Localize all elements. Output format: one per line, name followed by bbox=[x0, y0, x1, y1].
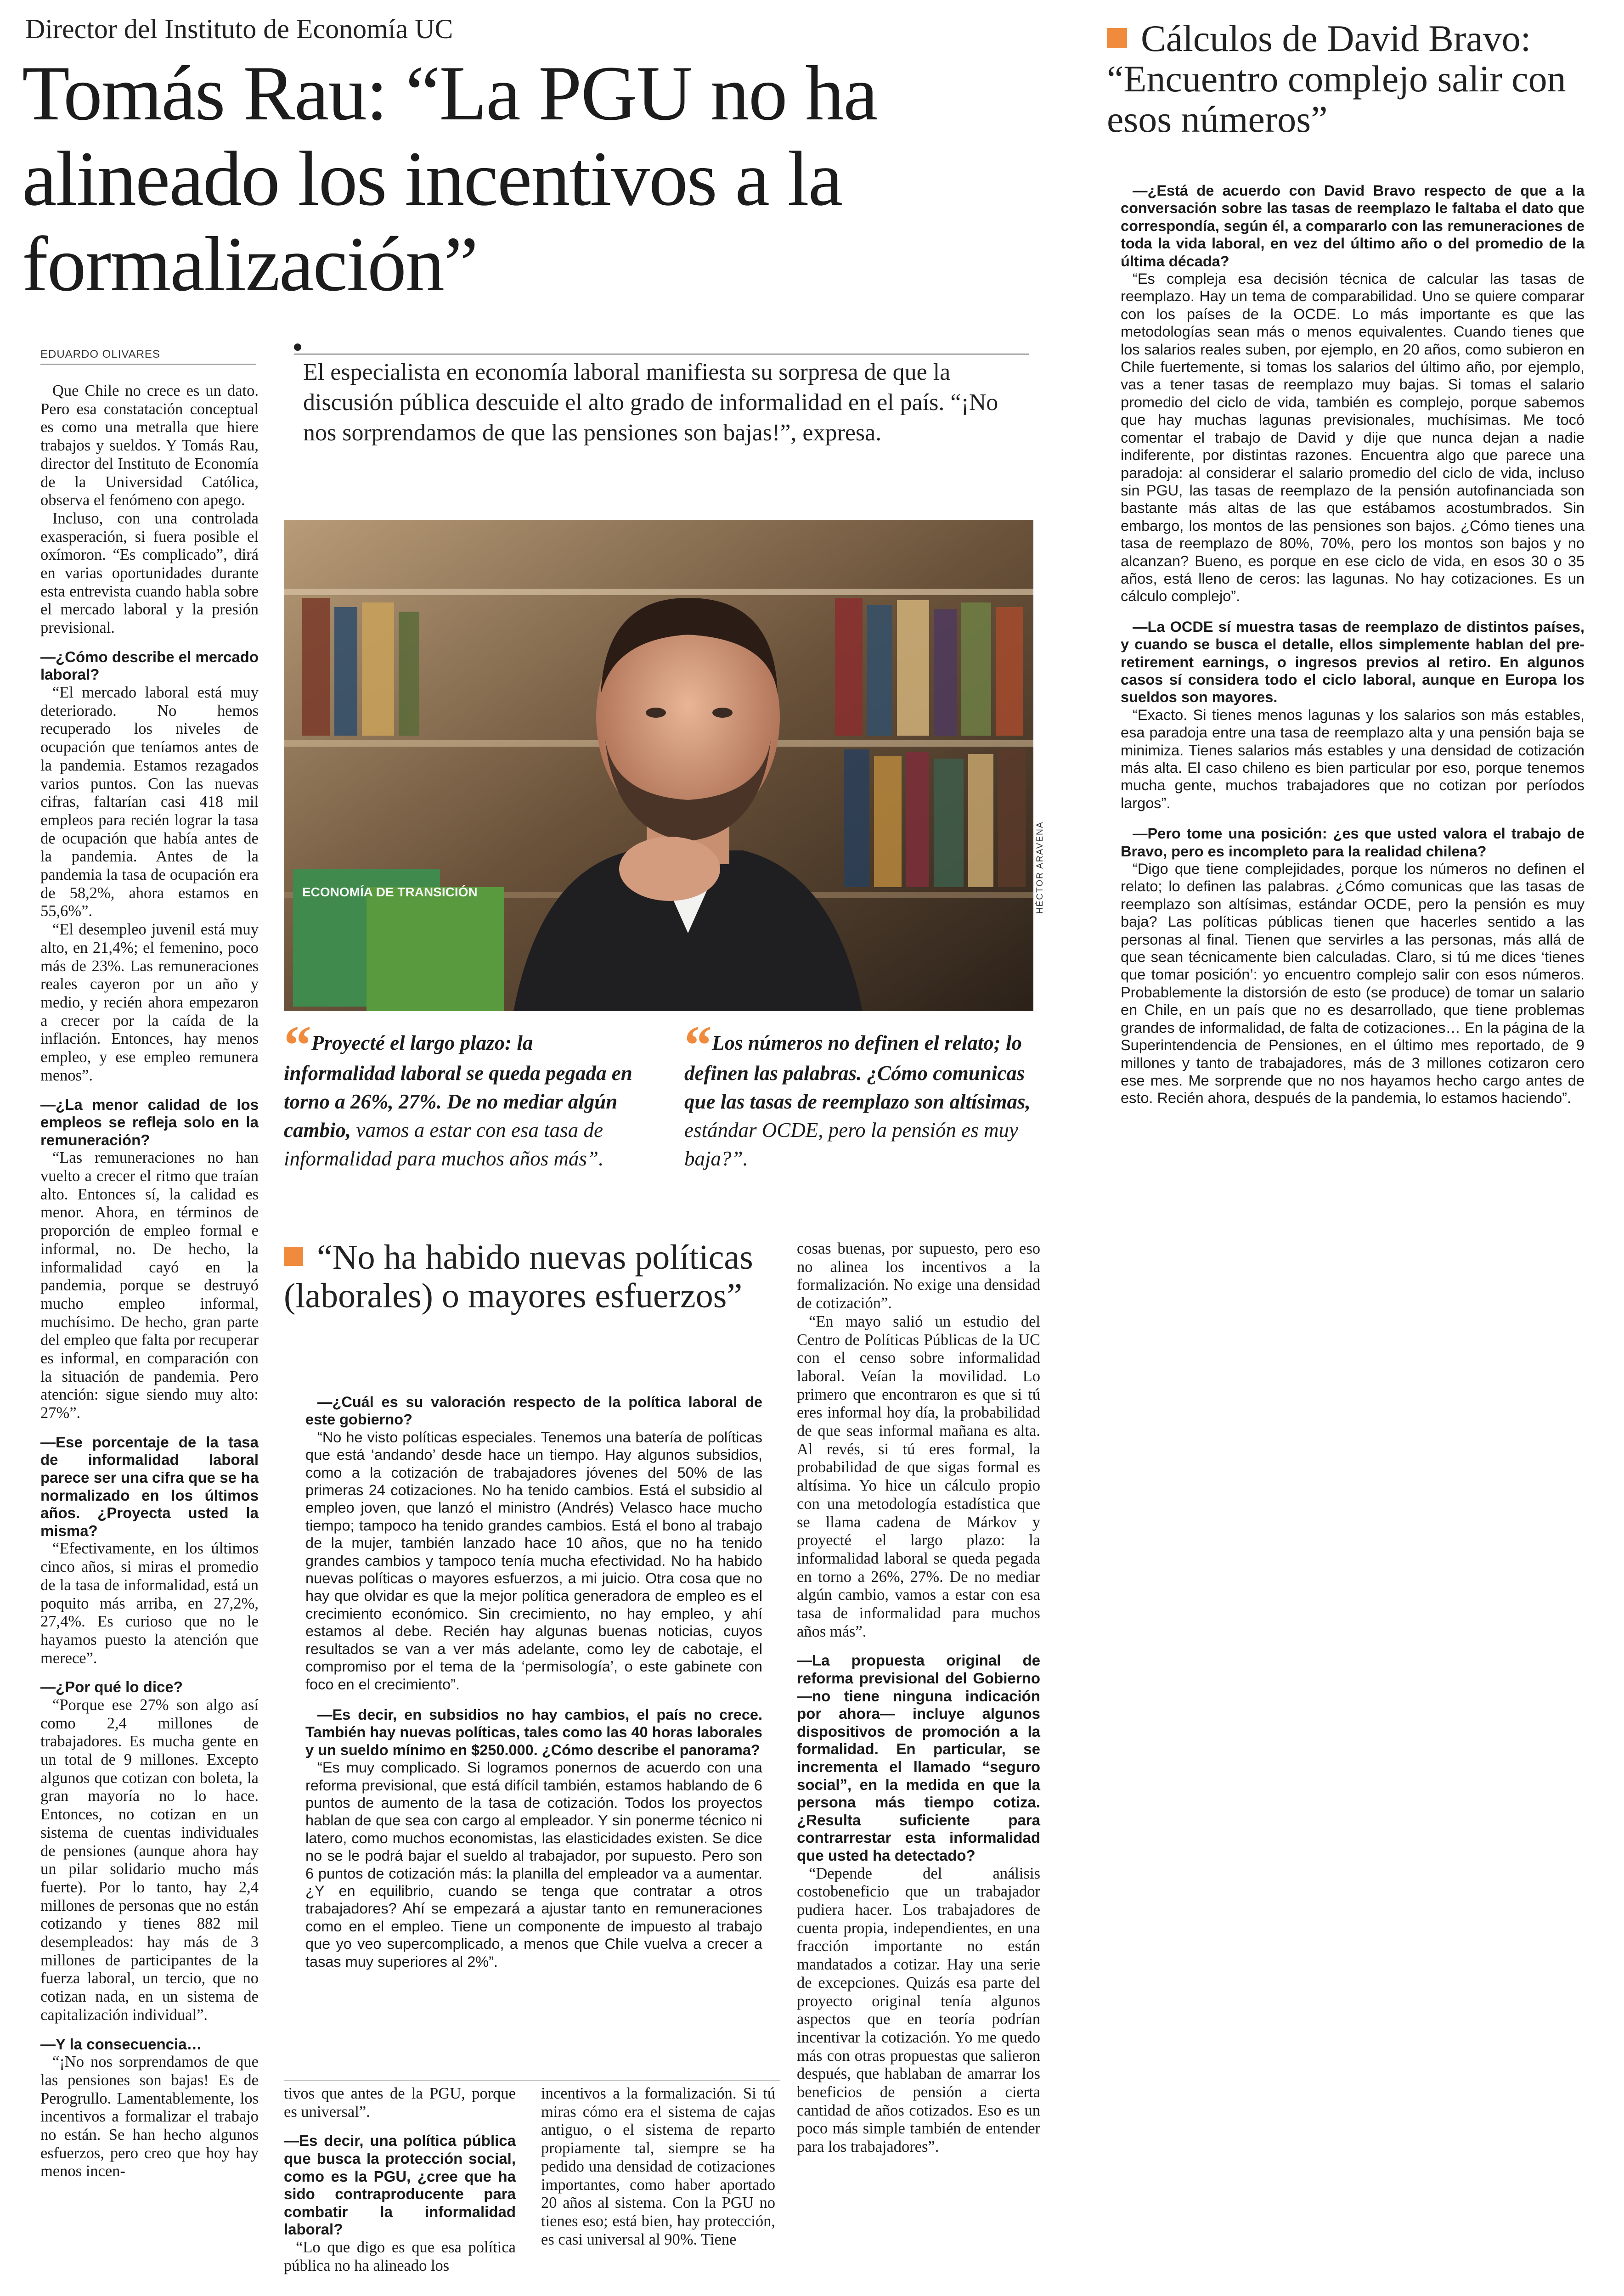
sidebar-column bbox=[1121, 169, 1585, 1107]
paragraph: “Es muy complicado. Si logramos ponernos de acuerdo con una reforma previsional, que está difícil también, estamos hablando de 6 puntos de aumento de la tasa de cotización. Todos los proyectos hablan de que sea con cargo al empleador. Y sin ponerme técnico ni latero, como muchos economistas, las elasticidades existen. Se dice no se le podrá bajar el sueldo al trabajador, por supuesto. Pero son 6 puntos de cotización más: la planilla del empleador va a aumentar. ¿Y en equilibrio, cuando se tenga que contratar a otros trabajadores? Ahí se empezará a ajustar tanto en remuneraciones como en el empleo. Tiene un componente de impuesto al trabajo que yo veo supercomplicado, a menos que Chile vuelva a crecer a tasas muy superiores al 2%”. bbox=[305, 1759, 762, 1970]
paragraph: “Las remuneraciones no han vuelto a crecer el ritmo que traían alto. Entonces sí, la calidad es menor. Ahora, en términos de proporción de empleo formal e informal, no. De hecho, la informalidad cayó en la pandemia, porque se destruyó mucho empleo informal, muchísimo. De hecho, gran parte del empleo que falta por recuperar es informal, en comparación con la situación de pandemia. Pero atención: sigue siendo muy alto: 27%”. bbox=[40, 1149, 259, 1422]
byline: EDUARDO OLIVARES bbox=[40, 348, 160, 360]
photo-credit: HÉCTOR ARAVENA bbox=[1035, 821, 1045, 914]
lede-rule bbox=[294, 354, 1029, 355]
paragraph: “En mayo salió un estudio del Centro de Políticas Públicas de la UC con el censo sobre informalidad laboral. Veían la movilidad. Lo primero que encontraron es que si tú eres informal hoy día, la probabilidad de que seas informal mañana es alta. Al revés, si tú eres formal, la probabilidad de que sigas formal es altísima. Yo hice un cálculo propio con una metodología estadística que se llama cadena de Márkov y proyecté el largo plazo: la informalidad laboral se queda pegada en torno a 26%, 27%. De no mediar algún cambio, vamos a estar con esa tasa de informalidad para muchos años más”. bbox=[797, 1312, 1040, 1640]
section2-column-b bbox=[284, 2085, 516, 2275]
headline: Tomás Rau: “La PGU no ha alineado los incentivos a la formalización” bbox=[22, 50, 877, 307]
paragraph: “Porque ese 27% son algo así como 2,4 millones de trabajadores. Es mucha gente en un total de 9 millones. Excepto algunos que cotizan con boleta, la gran mayoría no lo hace. Entonces, no cotizan en un sistema de cuentas individuales de pensiones (aunque ahora hay un pilar solidario mucho más fuerte). Por lo tanto, hay 2,4 millones de personas que no están cotizando y tienes 882 mil desempleados: hay más de 3 millones de participantes de la fuerza laboral, un tercio, que no cotizan nada, en un sistema de capitalización individual”. bbox=[40, 1696, 259, 2024]
pullquote-1-bold: Proyecté el largo plazo: la informalidad laboral se queda pegada en torno a 26%, 27%. De no mediar algún cambio, bbox=[284, 1031, 632, 1142]
paragraph: “El mercado laboral está muy deteriorado. No hemos recuperado los niveles de ocupación que teníamos antes de la pandemia. Estamos rezagados varios puntos. Con las nuevas cifras, faltarían casi 418 mil empleos para recién lograr la tasa de ocupación que había antes de la pandemia. Antes de la pandemia la tasa de ocupación era de 58,2%, ahora estamos en 55,6%”. bbox=[40, 684, 259, 920]
paragraph: “Efectivamente, en los últimos cinco años, si miras el promedio de la tasa de informalidad, está un poquito más arriba, en 27,2%, 27,4%. Es curioso que no le hayamos puesto la atención que merece”. bbox=[40, 1540, 259, 1667]
paragraph: tivos que antes de la PGU, porque es universal”. bbox=[284, 2085, 516, 2121]
kicker: Director del Instituto de Economía UC bbox=[25, 14, 453, 44]
portrait-illustration bbox=[284, 520, 1033, 1011]
pullquote-1 bbox=[284, 1014, 633, 1173]
interview-question: —¿Cuál es su valoración respecto de la política laboral de este gobierno? bbox=[305, 1394, 762, 1428]
interview-question: —Pero tome una posición: ¿es que usted valora el trabajo de Bravo, pero es incompleto para la realidad chilena? bbox=[1121, 825, 1585, 860]
lede: El especialista en economía laboral manifiesta su sorpresa de que la discusión pública descuide el alto grado de informalidad en el país. “¡No nos sorprendamos de que las pensiones son bajas!”, expresa. bbox=[303, 359, 998, 446]
sidebar-subhead-text: Cálculos de David Bravo: “Encuentro complejo salir con esos números” bbox=[1107, 17, 1566, 140]
interview-question: —Es decir, una política pública que busca la protección social, como es la PGU, ¿cree que ha sido contraproducente para combatir la informalidad laboral? bbox=[284, 2132, 516, 2238]
section2-column-c bbox=[541, 2085, 775, 2249]
pullquote-2-bold: Los números no definen el relato; lo definen las palabras. ¿Cómo comunicas que las tasas de reemplazo son altísimas, bbox=[684, 1031, 1031, 1113]
interview-question: —¿Cómo describe el mercado laboral? bbox=[40, 648, 259, 683]
square-bullet-icon bbox=[284, 1247, 303, 1266]
pullquote-2 bbox=[684, 1014, 1033, 1173]
section2-column-d bbox=[797, 1240, 1040, 2156]
interview-question: —¿Por qué lo dice? bbox=[40, 1678, 183, 1696]
paragraph: “El desempleo juvenil está muy alto, en 21,4%; el femenino, poco más de 23%. Las remuneraciones reales cayeron por un año y medio, y recién ahora empezaron a crecer por la caída de la inflación. Entonces, hay menos empleo, y ese empleo remunera menos”. bbox=[40, 921, 259, 1084]
paragraph: “Exacto. Si tienes menos lagunas y los salarios son más estables, esa paradoja entre una tasa de reemplazo alta y una pensión baja se minimiza. Tienes salarios más estables y una densidad de cotización más alta. El caso chileno es bien particular por eso, porque tenemos mucha gente, muchos trabajadores que no cotizan por períodos largos”. bbox=[1121, 706, 1585, 811]
sidebar-subhead bbox=[1107, 18, 1589, 140]
section2-column-a bbox=[305, 1380, 762, 1970]
paragraph: Incluso, con una controlada exasperación, si fuera posible el oxímoron. “Es complicado”, dirá en varias oportunidades durante esta entrevista cuando habla sobre el mercado laboral y la presión previsional. bbox=[40, 509, 259, 637]
interview-question: —Y la consecuencia… bbox=[40, 2035, 202, 2053]
paragraph: cosas buenas, por supuesto, pero eso no alinea los incentivos a la formalización. No exige una densidad de cotización”. bbox=[797, 1240, 1040, 1312]
quote-mark-icon: “ bbox=[684, 1014, 708, 1075]
interview-question: —¿Está de acuerdo con David Bravo respecto de que a la conversación sobre las tasas de reemplazo le faltaba el dato que correspondía, según él, a compararlo con las remuneraciones de toda la vida laboral, en vez del último año o del promedio de la última década? bbox=[1121, 182, 1585, 270]
byline-rule bbox=[40, 364, 256, 365]
paragraph: “Lo que digo es que esa política pública no ha alineado los bbox=[284, 2238, 516, 2274]
pullquote-1-text: vamos a estar con esa tasa de informalidad para muchos años más”. bbox=[284, 1119, 604, 1170]
section2-divider bbox=[284, 2080, 780, 2081]
paragraph: “Digo que tiene complejidades, porque los números no definen el relato; lo definen las palabras. ¿Cómo comunicas que las tasas de reemplazo son altísimas, estándar OCDE, pero la pensión es muy baja? Las políticas públicas tienen que hacerles sentido a las personas al final. Tienen que servirles a las personas, más allá de que sean técnicamente bien calculadas. Claro, si tú me dices ‘tienes que tomar posición’: yo encuentro complejo salir con esos números. Probablemente la distorsión de esto (se produce) de tomar un salario en Chile, en un país que no es desarrollado, que tiene problemas grandes de informalidad, de falta de cotizaciones… En la página de la Superintendencia de Pensiones, en el último mes reportado, de 9 millones y tanto de trabajadores, más de 3 millones cotizaron cero ese mes. Me sorprende que no nos hayamos hecho cargo antes de esto. Recién ahora, después de la pandemia, lo estamos haciendo”. bbox=[1121, 861, 1585, 1107]
paragraph: “Es compleja esa decisión técnica de calcular las tasas de reemplazo. Hay un tema de comparabilidad. Uno se quiere comparar con los países de la OCDE. Lo más importante es que las metodologías sean más o menos equivalentes. Cuando tienes que los salarios reales suben, por ejemplo, en 20 años, como subieron en Chile fuertemente, si tomas los salarios del último año, por ejemplo, vas a tener tasas de reemplazo muy bajas. Si tomas el salario promedio del ciclo de vida, también es complejo, porque sabemos que hay muchas lagunas previsionales, muchísimas. Me tocó comentar el trabajo de David y dije que nunca dejan a nadie indiferente, por distintas razones. Encuentra algo que parece una paradoja: al considerar el salario promedio del ciclo de vida, incluso sin PGU, las tasas de reemplazo de la pensión autofinanciada son bastante más altas de las que estábamos acostumbrados. Sin embargo, los montos de las pensiones son bajos. ¿Cómo tienes una tasa de reemplazo de 80%, 70%, pero los montos son bajos y no alcanzan? Bueno, es porque en ese ciclo de vida, en esos 30 o 35 años, está lleno de ceros: las lagunas. No hay cotizaciones. Es un cálculo complejo”. bbox=[1121, 270, 1585, 605]
portrait-photo bbox=[284, 520, 1033, 1011]
book-title: ECONOMÍA DE TRANSICIÓN bbox=[302, 885, 478, 899]
column-1 bbox=[40, 382, 259, 2181]
quote-mark-icon: “ bbox=[284, 1014, 308, 1075]
lede-bullet-icon bbox=[294, 343, 301, 351]
section2-subhead bbox=[284, 1238, 780, 1315]
square-bullet-icon bbox=[1107, 28, 1127, 48]
interview-question: —Ese porcentaje de la tasa de informalidad laboral parece ser una cifra que se ha normalizado en los últimos años. ¿Proyecta usted la misma? bbox=[40, 1433, 259, 1539]
paragraph: incentivos a la formalización. Si tú miras cómo era el sistema de cajas antiguo, o el sistema de reparto propiamente tal, siempre se ha pedido una densidad de cotizaciones importantes, como haber aportado 20 años al sistema. Con la PGU no tienes eso; está bien, hay protección, es casi universal al 90%. Tiene bbox=[541, 2085, 775, 2248]
interview-question: —La propuesta original de reforma previsional del Gobierno —no tiene ninguna indicación por ahora— incluye algunos dispositivos de promoción a la formalidad. En particular, se incrementa el llamado “seguro social”, en la medida en que la persona más tiempo cotiza. ¿Resulta suficiente para contrarrestar esta informalidad que usted ha detectado? bbox=[797, 1652, 1040, 1864]
section2-subhead-text: “No ha habido nuevas políticas (laborales) o mayores esfuerzos” bbox=[284, 1238, 753, 1315]
paragraph: “¡No nos sorprendamos de que las pensiones son bajas! Es de Perogrullo. Lamentablemente, los incentivos a formalizar el trabajo no están. Se han hecho algunos esfuerzos, pero creo que hoy hay menos incen- bbox=[40, 2053, 259, 2180]
pullquote-2-text: estándar OCDE, pero la pensión es muy baja?”. bbox=[684, 1119, 1019, 1170]
paragraph: “Depende del análisis costobeneficio que un trabajador pudiera hacer. Los trabajadores de cuenta propia, independientes, en una fracción importante no están mandatados a cotizar. Hay una serie de excepciones. Quizás esa parte del proyecto original tenía algunos aspectos que en teoría podrían incentivar la cotización. Yo me quedo más con otras propuestas que salieron después, que hablaban de amarrar los beneficios de pensión a cierta cantidad de años cotizados. Eso es un poco más simple también de entender para los trabajadores”. bbox=[797, 1864, 1040, 2156]
interview-question: —Es decir, en subsidios no hay cambios, el país no crece. También hay nuevas políticas, tales como las 40 horas laborales y un sueldo mínimo en $250.000. ¿Cómo describe el panorama? bbox=[305, 1706, 762, 1758]
paragraph: Que Chile no crece es un dato. Pero esa constatación conceptual es como una metralla que hiere trabajos y sueldos. Y Tomás Rau, director del Instituto de Economía de la Universidad Católica, observa el fenómeno con apego. bbox=[40, 382, 259, 509]
paragraph: “No he visto políticas especiales. Tenemos una batería de políticas que está ‘andando’ desde hace un tiempo. Hay algunos subsidios, como a la cotización de trabajadores jóvenes del 50% de las primeras 24 cotizaciones. No ha tenido cambios. Está el subsidio al empleo joven, que lanzó el ministro (Andrés) Velasco hace mucho tiempo; tampoco ha tenido grandes cambios. Está el bono al trabajo de la mujer, también lanzado hace 10 años, que no ha tenido grandes cambios y tampoco tenía mucha efectividad. No ha habido nuevas políticas o mayores esfuerzos, a mi juicio. Otra cosa que no hay que olvidar es que la mejor política generadora de empleo es el crecimiento económico. Sin crecimiento, no hay empleo, y ahí estamos al debe. Recién hay algunas buenas noticias, cuyos resultados se van a ver más adelante, como ley de cabotaje, el compromiso por el tema de la ‘permisología’, o este gabinete con foco en el crecimiento”. bbox=[305, 1429, 762, 1693]
interview-question: —¿La menor calidad de los empleos se refleja solo en la remuneración? bbox=[40, 1096, 259, 1148]
interview-question: —La OCDE sí muestra tasas de reemplazo de distintos países, y cuando se busca el detalle, ellos simplemente hablan del pre-retirement earnings, o ingresos previos al retiro. En algunos casos sí considera todo el ciclo laboral, aunque en Europa los sueldos son mayores. bbox=[1121, 618, 1585, 706]
